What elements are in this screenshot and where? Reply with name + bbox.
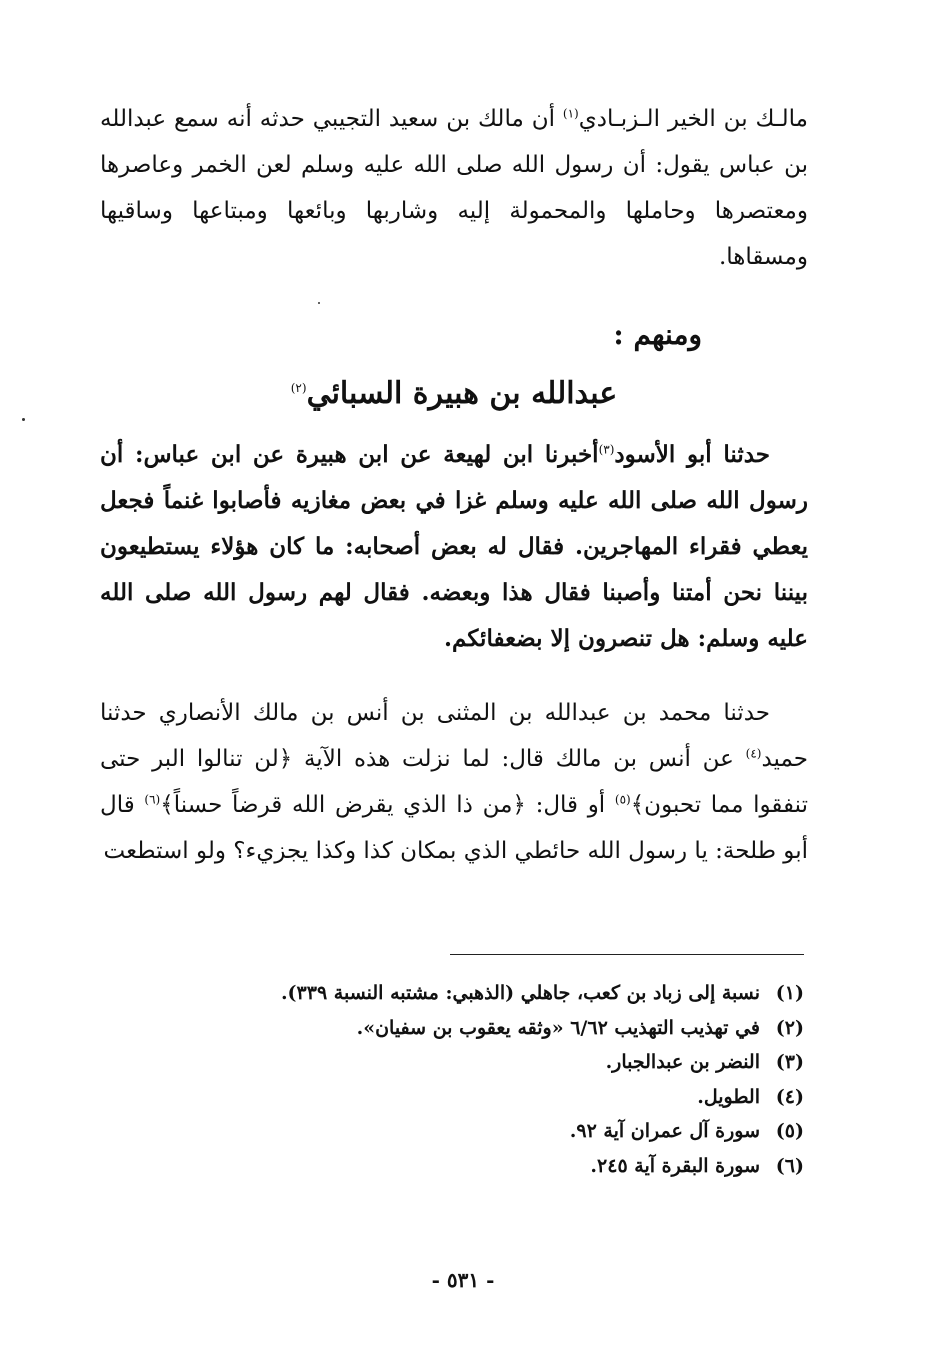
section-label: ومنهم :: [613, 318, 702, 351]
footnote-text: النضر بن عبدالجبار.: [605, 1051, 760, 1073]
footnote-item: [100, 1080, 804, 1115]
footnote-item: [100, 1045, 804, 1080]
footnote-ref-5: (٥): [614, 792, 631, 807]
footnote-text: سورة البقرة آية ٢٤٥.: [590, 1154, 760, 1177]
paragraph-1-part-a: مالـك بن الخير الـزبـادي: [578, 106, 808, 132]
footnote-item: [100, 1149, 804, 1184]
footnote-item: [100, 976, 804, 1011]
paragraph-3-part-c: أو قال: ﴿من ذا الذي يقرض الله قرضاً حسناً﴾: [160, 792, 615, 818]
footnotes-list: [100, 976, 804, 1183]
page-number: - ٥٣١ -: [431, 1268, 495, 1292]
paragraph-2-part-b: أخبرنا ابن لهيعة عن ابن هبيرة عن ابن عباس: أن رسول الله صلى الله عليه وسلم غزا في بعض مغازيه فأصابوا غنماً فجعل يعطي فقراء المهاجرين. فقال له بعض أصحابه: ما كان هؤلاء يستطيعون بيننا نحن أمتنا وأصبنا فقال هذا وبعضه. فقال لهم رسول الله صلى الله عليه وسلم: هل تنصرون إلا بضعفائكم.: [100, 441, 808, 652]
footnote-item: [100, 1114, 804, 1149]
paragraph-1: [100, 96, 808, 280]
scan-speck: [318, 302, 320, 304]
footnote-text: نسبة إلى زباد بن كعب، جاهلي (الذهبي: مشتبه النسبة ٣٣٩).: [280, 982, 760, 1004]
paragraph-2: [100, 432, 808, 662]
paragraph-1-part-b: أن مالك بن سعيد التجيبي حدثه أنه سمع عبدالله بن عباس يقول: أن رسول الله صلى الله عليه وسلم لعن الخمر وعاصرها ومعتصرها وحاملها والمحمولة إليه وشاربها وبائعها ومبتاعها وساقيها ومسقاها.: [100, 106, 808, 270]
paragraph-3: [100, 690, 808, 874]
footnote-number: (٣): [775, 1051, 804, 1073]
paragraph-3-part-a: حدثنا محمد بن عبدالله بن المثنى بن أنس بن مالك الأنصاري حدثنا حميد: [100, 700, 808, 772]
footnote-text: سورة آل عمران آية ٩٢.: [569, 1120, 760, 1142]
footnote-ref-4: (٤): [745, 746, 762, 761]
paragraph-3-part-d: قال أبو طلحة: يا رسول الله حائطي الذي بمكان كذا وكذا يجزيء؟ ولو استطعت: [100, 792, 808, 864]
footnote-text: في تهذيب التهذيب ٦/٦٢ «وثقه يعقوب بن سفيان».: [356, 1016, 760, 1039]
footnote-number: (١): [775, 982, 804, 1004]
footnote-item: [100, 1011, 804, 1046]
paragraph-3-part-b: عن أنس بن مالك قال: لما نزلت هذه الآية ﴿لن تنالوا البر حتى تنفقوا مما تحبون﴾: [100, 746, 808, 818]
footnote-number: (٤): [775, 1085, 804, 1108]
section-title-text: عبدالله بن هبيرة السبائي: [306, 376, 618, 411]
footnote-number: (٦): [775, 1154, 804, 1177]
footnote-text: الطويل.: [697, 1085, 760, 1108]
footnote-separator: [450, 954, 804, 955]
page-body: [100, 96, 808, 874]
footnote-ref-3: (٣): [598, 442, 615, 457]
paragraph-gap: [100, 662, 808, 690]
scan-speck: [22, 418, 25, 421]
footnote-ref-2: (٢): [290, 381, 307, 395]
paragraph-2-part-a: حدثنا أبو الأسود: [614, 441, 771, 468]
footnote-number: (٢): [775, 1016, 804, 1039]
section-title: [100, 372, 808, 416]
footnote-number: (٥): [775, 1120, 804, 1142]
footnote-ref-1: (١): [562, 106, 579, 121]
footnote-ref-6: (٦): [144, 792, 161, 807]
